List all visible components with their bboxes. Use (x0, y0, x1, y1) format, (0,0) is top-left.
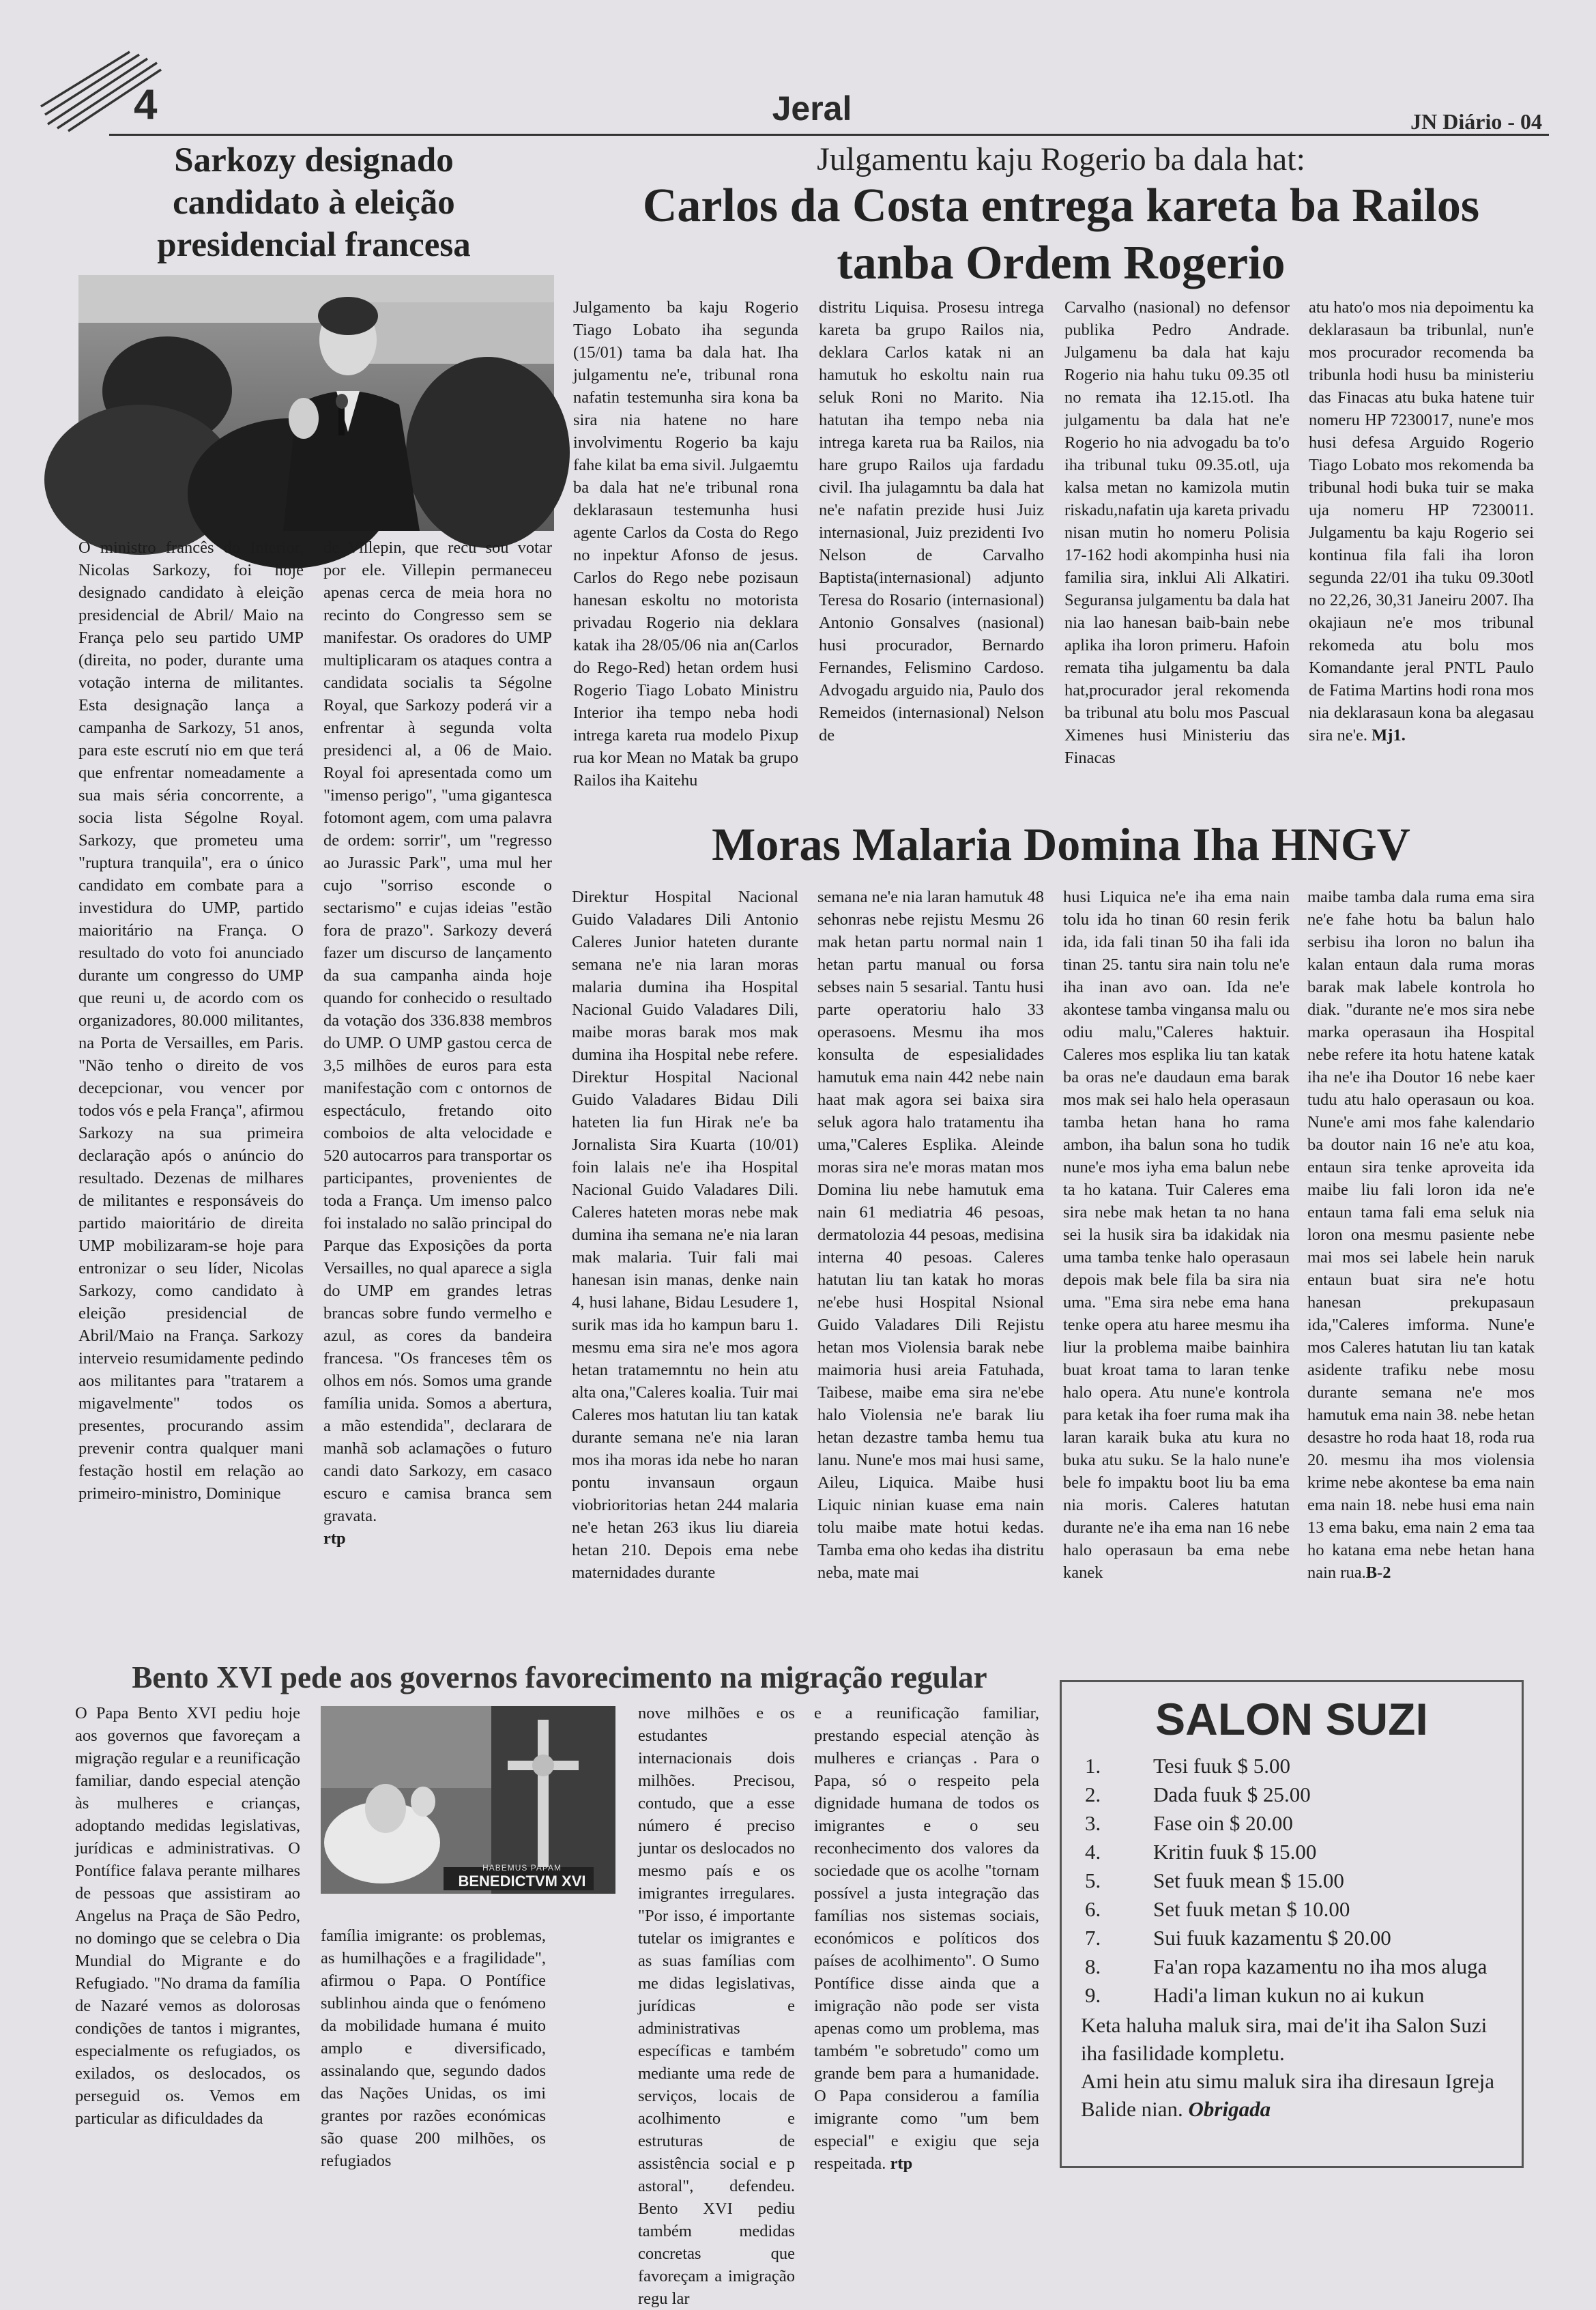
sarkozy-photo (78, 275, 554, 531)
rogerio-col-4-body: atu hato'o mos nia depoimentu ka deklarasaun ba tribunlal, nun'e mos procurador recomenda ba tribunla hodi husu ba ministeriu das Finacas atu buka hatene tuir nomeru HP 7230017, nune'e mos husi defesa Arguido Rogerio Tiago Lobato mos rekomenda ba tribunal hodi buka tuir se maka uja nomeru HP 7230011. Julgamentu ba kaju Rogerio sei kontinua fila fali iha loron segunda 22/01 iha tuku 09.30otl no 22,26, 30,31 Janeiru 2007. Iha okajiaun ne'e mos tribunal rekomeda atu bolu mos Komandante jeral PNTL Paulo de Fatima Martins hodi rona mos nia deklarasaun kona ba alegasau sira ne'e. (1309, 298, 1534, 745)
salon-footer-line1: Keta haluha maluk sira, mai de'it iha Salon Suzi iha fasilidade kompletu. (1081, 2013, 1488, 2065)
rogerio-col-3-text: Carvalho (nasional) no defensor publika Pedro Andrade. Julgamenu ba dala hat kaju Rogerio nia hahu tuku 09.35 otl no remata iha 12.15.otl. Iha julgamentu ba dala hat ne'e Rogerio ho nia advogadu ba to'o iha tribunal tuku 09.35.otl, uja kalsa metan no kamizola mutin riskadu,nafatin uja kareta privadu nisan mutin ho nomeru Polisia 17-162 hodi akompinha husi nia familia sira, inklui Ali Alkatiri. Seguransa julgamentu ba dala hat nia lao hanesan baib-bain nebe aplika iha loron primeru. Hafoin remata tiha julgamentu ba dala hat,procurador jeral rekomenda ba tribunal atu bolu mos Pascual Ximenes husi Ministeriu das Finacas (1064, 298, 1290, 767)
salon-item-1-num: 1. (1085, 1754, 1101, 1778)
salon-item-7 (1081, 1924, 1503, 1952)
salon-item-3 (1081, 1809, 1503, 1838)
publication-name: JN Diário - 04 (1410, 109, 1542, 134)
salon-footer-line2 (1081, 2067, 1503, 2123)
malaria-headline: Moras Malaria Domina Iha HNGV (712, 818, 1410, 870)
malaria-col-4-text (1307, 886, 1535, 1584)
salon-thanks: Obrigada (1188, 2097, 1271, 2121)
salon-item-9-num: 9. (1085, 1983, 1101, 2007)
malaria-col-3-text: husi Liquica ne'e iha ema nain tolu ida ho tinan 60 resin ferik ida, ida fali tinan 50 iha fali ida tinan 25. tantu sira nain tolu ne'e iha inan avo oan. Ida ne'e akontese tamba vingansa malu ou odiu malu,"Caleres haktuir. Caleres mos esplika liu tan katak ba oras ne'e daudaun ema barak mos mak sei halo hela operasaun tamba hetan hana ho rama ambon, iha balun sona ho tudik nune'e mos iyha ema balun nebe ta ho katana. Tuir Caleres ema sira nebe mak hetan ta no hana sei la husik sira ba idakidak nia uma tamba tenke halo operasaun depois mak bele fila ba sira nia uma. "Ema sira nebe ema hana tenke opera atu haree mesmu iha liur la problema maibe bainhira buat kroat tama to laran tenke halo opera. Atu nune'e kontrola para ketak iha foer ruma mak iha laran karaik buka atu kura no buka atu suku. Se la halo nune'e bele fo impaktu boot liu ba ema nia moris. Caleres hatutan durante ne'e iha ema nan 16 nebe halo operasaun ba ema nebe kanek (1063, 888, 1290, 1582)
salon-suzi-ad (1060, 1680, 1524, 2168)
sarkozy-headline-line1: Sarkozy designado (174, 141, 454, 179)
salon-item-6 (1081, 1895, 1503, 1924)
sarkozy-col-1-text: O ministro francês do Interior, Nicolas Sarkozy, foi hoje designado candidato à eleição presidencial de Abril/ Maio na França pelo seu partido UMP (direita, no poder, durante uma votação interna de militantes. Esta designação lança a campanha de Sarkozy, 51 anos, para este escrutí nio em que terá que enfrentar nomeadamente a sua mais séria concorrente, a socia lista Ségolne Royal. Sarkozy, que prometeu uma "ruptura tranquila", era o único candidato em combate para a investidura do UMP, partido maioritário na França. O resultado do voto foi anunciado durante um congresso do UMP que reuni u, de acordo com os organizadores, 80.000 militantes, na Porta de Versailles, em Paris. "Não tenho o direito de vos decepcionar, vou vencer por todos vós e pela França", afirmou Sarkozy na sua primeira declaração após o anúncio do resultado. Dezenas de milhares de militantes e responsáveis do partido maioritário de direita UMP mobilizaram-se hoje para entronizar o seu líder, Nicolas Sarkozy, como candidato à eleição presidencial de Abril/Maio na França. Sarkozy interveio resumidamente pedindo aos militantes para "tratarem a migavelmente" todos os presentes, procurando assim prevenir contra qualquer mani festação hostil em relação ao primeiro-ministro, Dominique (78, 538, 304, 1503)
bento-photo-caption: BENEDICTVM XVI (458, 1873, 586, 1890)
page-number: 4 (134, 81, 158, 128)
salon-item-5 (1081, 1866, 1503, 1895)
rogerio-col-1-text: Julgamento ba kaju Rogerio Tiago Lobato iha segunda (15/01) tama ba dala hat. Iha julgamentu ne'e, tribunal rona nafatin testemunha sira kona ba sira nia hatene no hare involvimentu Rogerio ba kaju fahe kilat ba ema sivil. Julgaemtu ba dala hat ne'e tribunal rona deklarasaun testemunha husi agente Carlos da Costa do Rego no inpektur Afonso de jesus. Carlos do Rego nebe pozisaun hanesan eskoltu no motorista privadau Rogerio nia deklara katak iha 28/05/06 nia an(Carlos do Rego-Red) hetan ordem husi Rogerio Tiago Lobato Ministru Interior iha tempo neba hodi intrega kareta rua modelo Pixup rua kor Mean no Matak ba grupo Railos iha Kaitehu (573, 298, 798, 790)
salon-item-5-text: Set fuuk mean $ 15.00 (1153, 1868, 1344, 1892)
bento-photo-caption-top: HABEMUS PAPAM (482, 1863, 562, 1873)
bento-col-3-text: nove milhões e os estudantes internacionais dois milhões. Precisou, contudo, que a esse número é preciso juntar os deslocados no mesmo país e os imigrantes irregulares. "Por isso, é importante tutelar os imigrantes e as suas famílias com me didas legislativas, jurídicas e administrativas específicas e também mediante uma rede de serviços, locais de acolhimento e estruturas de assistência social e p astoral", defendeu. Bento XVI pediu também medidas concretas que favoreçam a imigração regu lar (638, 1704, 795, 2308)
malaria-col-1 (572, 886, 798, 1654)
malaria-col-4 (1307, 886, 1535, 1654)
bento-col-2-text: família imigrante: os problemas, as humilhações e a fragilidade", afirmou o Papa. O Pontífice sublinhou ainda que o fenómeno da mobilidade humana é muito amplo e diversificado, assinalando que, segundo dados das Nações Unidas, os imi grantes por razões económicas são quase 200 milhões, os refugiados (321, 1926, 546, 2170)
malaria-col-2 (817, 886, 1044, 1654)
bento-col-1 (75, 1702, 300, 2221)
rogerio-col-4-text (1309, 296, 1534, 747)
section-title: Jeral (772, 89, 852, 128)
salon-item-3-text: Fase oin $ 20.00 (1153, 1811, 1293, 1835)
salon-item-2 (1081, 1780, 1503, 1809)
sarkozy-headline-line3: presidencial francesa (157, 226, 471, 264)
salon-item-4-text: Kritin fuuk $ 15.00 (1153, 1840, 1317, 1864)
malaria-col-2-text: semana ne'e nia laran hamutuk 48 sehonras nebe rejistu Mesmu 26 mak hetan partu normal nain 1 hetan partu manual ou forsa sebses nain 5 sesarial. Tantu husi parte operatoriu halo 33 operasoens. Mesmu iha mos konsulta de espesialidades hamutuk ema nain 442 nebe nain haat mak agora sei baixa sira seluk agora halo tratamentu iha uma,"Caleres Esplika. Aleinde moras sira ne'e moras matan mos Domina liu nebe hamutuk ema nain 61 mediatria 46 pesoas, dermatolozia 44 pesoas, medisina interna 40 pesoas. Caleres hatutan liu tan katak ho moras ne'ebe husi Hospital Nsional Guido Valadares Dili Rejistu hetan mos Violensia barak nebe maimoria husi areia Fatuhada, Taibese, maibe ema sira ne'ebe halo Violensia ne'e barak liu hetan dezastre tamba hemu tua lanu. Nune'e mos mai husi same, Aileu, Liquica. Maibe husi Liquic ninian kuase ema nain tolu maibe mate hotui kedas. Tamba ema oho kedas iha distritu neba, mate mai (817, 888, 1044, 1582)
salon-item-3-num: 3. (1085, 1811, 1101, 1835)
bento-col-1-text: O Papa Bento XVI pediu hoje aos governos que favoreçam a migração regular e a reunificação familiar, dando especial atenção às mulheres e crianças, adoptando medidas legislativas, jurídicas e administrativas. O Pontífice falava perante milhares de pessoas que assistiram ao Angelus na Praça de São Pedro, no domingo que se celebra o Dia Mundial do Migrante e do Refugiado. "No drama da família de Nazaré vemos as dolorosas condições de tantos i migrantes, especialmente os refugiados, os exilados, os deslocados, os perseguid os. Vemos em particular as dificuldades da (75, 1704, 300, 2128)
salon-title: SALON SUZI (1155, 1694, 1428, 1744)
header-rule (109, 134, 1549, 136)
bento-col-4 (814, 1702, 1039, 2221)
rogerio-kicker: Julgamentu kaju Rogerio ba dala hat: (817, 141, 1305, 177)
salon-item-9 (1081, 1981, 1503, 2010)
rogerio-headline-line1: Carlos da Costa entrega kareta ba Railos (642, 179, 1480, 232)
sarkozy-col-2 (323, 536, 552, 1656)
rogerio-headline (573, 177, 1549, 292)
bento-source: rtp (890, 2154, 913, 2173)
salon-item-8-num: 8. (1085, 1954, 1101, 1978)
bento-photo (321, 1706, 615, 1894)
rogerio-headline-line2: tanba Ordem Rogerio (837, 237, 1286, 289)
malaria-col-1-text: Direktur Hospital Nacional Guido Valadares Dili Antonio Caleres Junior hateten durante semana ne'e nia laran moras malaria dumina iha Hospital Nacional Guido Valadares Dili, maibe moras barak mos mak dumina iha Hospital nebe refere. Direktur Hospital Nacional Guido Valadares Bidau Dili hateten lia fun Hirak ne'e ba Jornalista Sira Kuarta (10/01) foin lalais ne'e iha Hospital Nacional Guido Valadares Dili. Caleres hateten moras nebe mak dumina iha semana ne'e nia laran mak malaria. Tuir fali mai hanesan isin manas, denke nain 4, husi lahane, Bidau Lesudere 1, surik mas ida ho kampun baru 1. mesmu ema sira ne'e mos agora hetan tratamemntu no hein atu alta ona,"Caleres koalia. Tuir mai Caleres mos hatutan liu tan katak durante semana ne'e nia laran mos iha moras ida nebe ho naran pontu invansaun orgaun viobrioritorias hetan 244 malaria ne'e hetan 263 ikus liu diareia hetan 210. Depois ema nebe maternidades durante (572, 888, 798, 1582)
salon-item-5-num: 5. (1085, 1868, 1101, 1892)
rogerio-col-2 (819, 296, 1044, 822)
salon-item-1 (1081, 1752, 1503, 1780)
rogerio-signature: Mj1. (1372, 726, 1406, 745)
rogerio-col-3 (1064, 296, 1290, 822)
malaria-col-4-body: maibe tamba dala ruma ema sira ne'e fahe hotu ba balun halo serbisu iha loron no balun iha kalan entaun dala ruma moras barak mak labele kontrola ho diak. "durante ne'e mos sira nebe marka operasaun iha Hospital nebe refere ita hotu hatene katak iha ne'e iha Doutor 16 nebe kaer tudu atu halo operasaun ou koa. Nune'e ami mos fahe kalendario ba doutor nain 16 ne'e atu koa, entaun sira tenke aproveita ida maibe liu fali loron ida ne'e entaun tama fali ema seluk nia loron ona mesmu pasiente nebe mai mos sei labele hein naruk entaun buat sira ne'e hotu hanesan prekupasaun ida,"Caleres imforma. Nune'e mos Caleres hatutan liu tan katak asidente trafiku nebe mosu durante semana ne'e mos hamutuk ema nain 38. nebe hetan desastre ho roda haat 18, roda rua 20. mesmu iha mos violensia krime nebe akontese ba ema nain ema nain 18. nebe husi ema nain 13 ema baku, ema nain 2 ema taa ho katana ema nebe hetan hana nain rua. (1307, 888, 1535, 1582)
sarkozy-headline (75, 139, 553, 266)
salon-item-2-text: Dada fuuk $ 25.00 (1153, 1782, 1311, 1806)
malaria-signature: B-2 (1365, 1563, 1391, 1582)
salon-item-8 (1081, 1952, 1503, 1981)
sarkozy-col-2-text: de Villepin, que recu sou votar por ele. Villepin permaneceu apenas cerca de meia hora no recinto do Congresso sem se manifestar. Os oradores do UMP multiplicaram os ataques contra a candidata socialis ta Ségolne Royal, que Sarkozy poderá vir a enfrentar à segunda volta presidenci al, a 06 de Maio. Royal foi apresentada como um "imenso perigo", "uma gigantesca fotomont agem, com uma palavra de ordem: sorrir", um "regresso ao Jurassic Park", uma mul her cujo "sorriso esconde o sectarismo" e cujas ideias "estão fora de prazo". Sarkozy deverá fazer um discurso de lançamento da sua campanha ainda hoje quando for conhecido o resultado da votação dos 336.838 membros do UMP. O UMP gastou cerca de 3,5 milhões de euros para esta manifestação com c ontornos de espectáculo, fretando oito comboios de alta velocidade e 520 autocarros para transportar os participantes, provenientes de toda a França. Um imenso palco foi instalado no salão principal do Parque das Exposições da porta Versailles, no qual aparece a sigla do UMP em grandes letras brancas sobre fundo vermelho e azul, as cores da bandeira francesa. "Os franceses têm os olhos em nós. Somos uma grande família unida. Somos a abertura, a mão estendida", declarara de manhã sob aclamações o futuro candi dato Sarkozy, em casaco escuro e camisa branca sem gravata. (323, 538, 552, 1525)
salon-item-6-num: 6. (1085, 1897, 1101, 1921)
salon-item-6-text: Set fuuk metan $ 10.00 (1153, 1897, 1350, 1921)
bento-col-2 (321, 1924, 546, 2225)
salon-item-8-text: Fa'an ropa kazamentu no iha mos aluga (1153, 1954, 1488, 1978)
bento-col-3 (638, 1702, 795, 2308)
salon-item-1-text: Tesi fuuk $ 5.00 (1153, 1754, 1291, 1778)
salon-item-7-text: Sui fuuk kazamentu $ 20.00 (1153, 1926, 1391, 1950)
malaria-col-3 (1063, 886, 1290, 1654)
bento-col-4-body: e a reunificação familiar, prestando especial atenção às mulheres e crianças . Para o Papa, só o respeito pela dignidade humana de todos os imigrantes e o seu reconhecimento dos valores da sociedade que os acolhe "tornam possível a justa integração das famílias nos sistemas sociais, económicos e políticos dos países de acolhimento". O Sumo Pontífice disse ainda que a imigração não pode ser vista apenas como um problema, mas também "e sobretudo" como um grande bem para a humanidade. O Papa considerou a família imigrante como "um bem especial" e exigiu que seja respeitada. (814, 1704, 1039, 2173)
salon-item-7-num: 7. (1085, 1926, 1101, 1950)
rogerio-col-4 (1309, 296, 1534, 822)
salon-price-list (1081, 1752, 1503, 2010)
sarkozy-headline-line2: candidato à eleição (173, 184, 455, 222)
salon-item-9-text: Hadi'a liman kukun no ai kukun (1153, 1983, 1425, 2007)
salon-item-4 (1081, 1838, 1503, 1866)
salon-footer-line2-text: Ami hein atu simu maluk sira iha diresaun Igreja Balide nian. (1081, 2069, 1495, 2121)
rogerio-col-2-text: distritu Liquisa. Prosesu intrega kareta ba grupo Railos nia, deklara Carlos katak ni an hamutuk ho eskoltu nain rua seluk Roni no Marito. Nia hatutan iha tempo neba nia intrega kareta rua ba Railos, nia hare grupo Railos uja fardadu civil. Iha julagamntu ba dala hat ne'e nafatin prezide husi Juiz internasional, Juiz prezidenti Ivo Nelson de Carvalho Baptista(internasional) adjunto Teresa do Rosario (internasional) Antonio Gonsalves (nasional) husi procurador, Bernardo Fernandes, Felismino Cardoso. Advogadu arguido nia, Paulo dos Remeidos (internasional) Nelson de (819, 298, 1044, 745)
bento-col-4-text (814, 1702, 1039, 2175)
salon-item-4-num: 4. (1085, 1840, 1101, 1864)
rogerio-col-1 (573, 296, 798, 822)
salon-item-2-num: 2. (1085, 1782, 1101, 1806)
sarkozy-source: rtp (323, 1529, 346, 1548)
salon-footer (1081, 2011, 1503, 2123)
bento-headline: Bento XVI pede aos governos favorecimento na migração regular (132, 1660, 987, 1694)
sarkozy-col-1 (78, 536, 304, 1656)
